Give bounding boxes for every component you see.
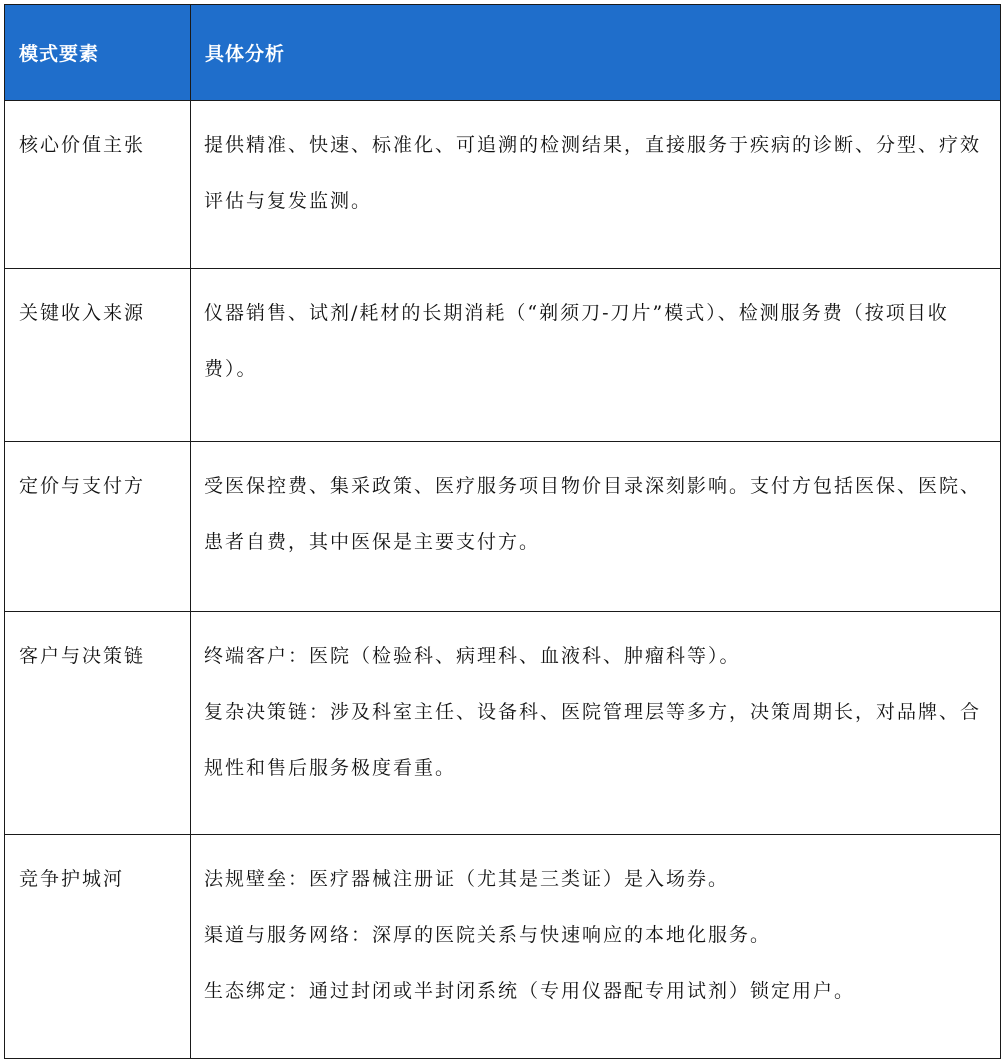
- row-content-line: 渠道与服务网络：深厚的医院关系与快速响应的本地化服务。: [204, 924, 772, 946]
- row-content-line: 生态绑定：通过封闭或半封闭系统（专用仪器配专用试剂）锁定用户。: [204, 980, 856, 1002]
- table-header-row: [5, 5, 1001, 101]
- row-content-cell: [191, 269, 1001, 442]
- row-label-cell: [5, 269, 191, 442]
- table-row: [5, 269, 1001, 442]
- business-model-table: [4, 4, 1001, 1059]
- header-analysis-label: 具体分析: [205, 43, 286, 65]
- row-content-cell: [191, 101, 1001, 269]
- row-content-line: 复杂决策链：涉及科室主任、设备科、医院管理层等多方，决策周期长，对品牌、合规性和售后服务极度看重。: [204, 701, 982, 779]
- row-label: 关键收入来源: [19, 302, 146, 324]
- header-element-label: 模式要素: [19, 43, 100, 65]
- row-content-line: 终端客户：医院（检验科、病理科、血液科、肿瘤科等）。: [204, 645, 741, 667]
- table-row: [5, 835, 1001, 1059]
- row-label: 客户与决策链: [19, 645, 146, 667]
- table-row: [5, 612, 1001, 835]
- row-content-line: 仪器销售、试剂/耗材的长期消耗（“剃须刀-刀片”模式）、检测服务费（按项目收费）。: [204, 302, 949, 380]
- table-row: [5, 101, 1001, 269]
- row-content-line: 提供精准、快速、标准化、可追溯的检测结果，直接服务于疾病的诊断、分型、疗效评估与复发监测。: [204, 134, 982, 212]
- table-row: [5, 442, 1001, 612]
- row-content-line: 法规壁垒：医疗器械注册证（尤其是三类证）是入场券。: [204, 868, 730, 890]
- header-cell-element: [5, 5, 191, 101]
- row-content-cell: [191, 835, 1001, 1059]
- row-label-cell: [5, 835, 191, 1059]
- row-content-line: 受医保控费、集采政策、医疗服务项目物价目录深刻影响。支付方包括医保、医院、患者自费，其中医保是主要支付方。: [204, 475, 982, 553]
- row-label-cell: [5, 612, 191, 835]
- row-label-cell: [5, 101, 191, 269]
- row-label: 竞争护城河: [19, 868, 125, 890]
- row-content-cell: [191, 442, 1001, 612]
- row-label: 定价与支付方: [19, 475, 146, 497]
- row-label: 核心价值主张: [19, 134, 146, 156]
- row-content-cell: [191, 612, 1001, 835]
- header-cell-analysis: [191, 5, 1001, 101]
- row-label-cell: [5, 442, 191, 612]
